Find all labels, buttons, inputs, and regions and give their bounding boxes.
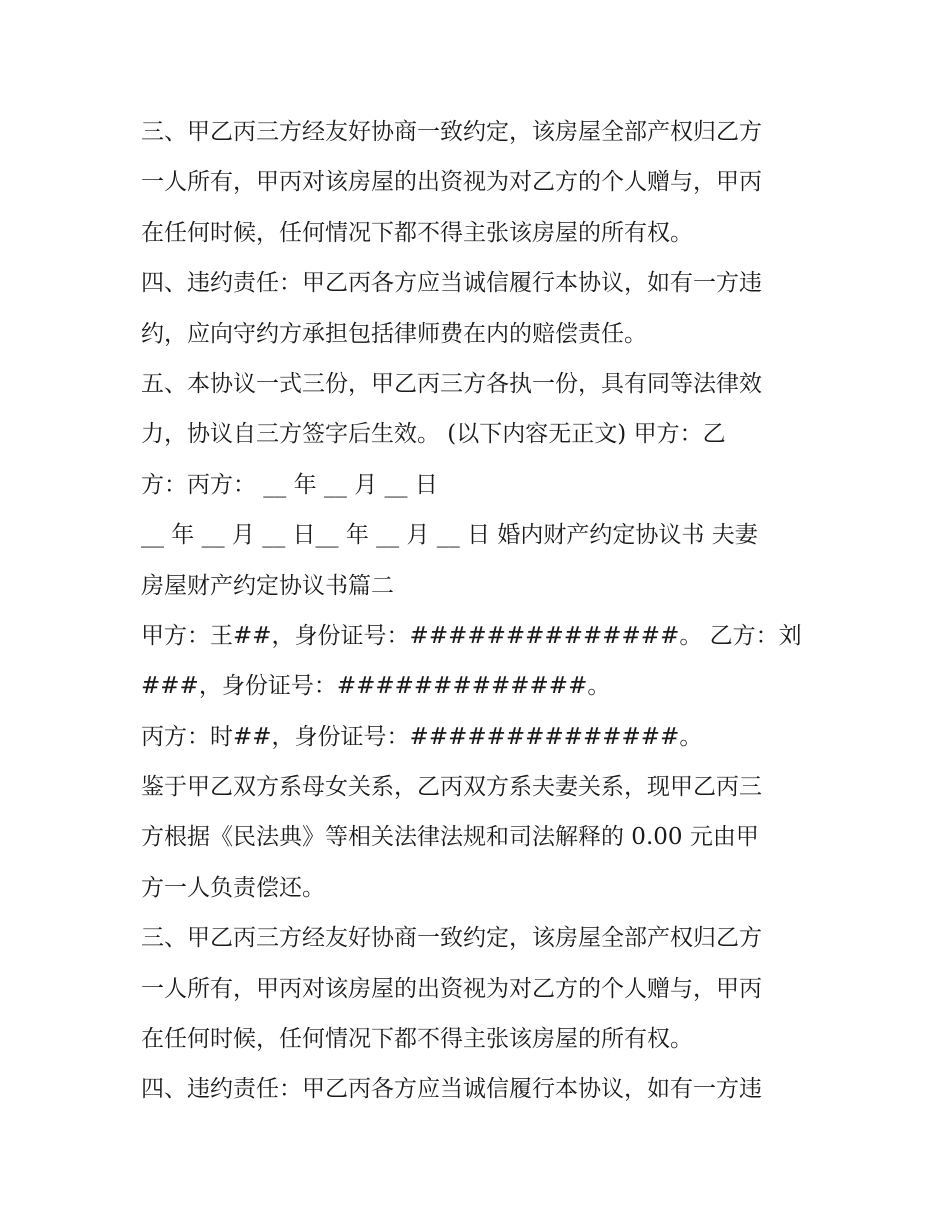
- text-line: 方根据《民法典》等相关法律法规和司法解释的 0.00 元由甲: [141, 824, 759, 851]
- section-heading: 房屋财产约定协议书篇二: [141, 572, 394, 599]
- text-line: 一人所有，甲丙对该房屋的出资视为对乙方的个人赠与，甲丙: [141, 975, 762, 1002]
- text-line: 方：丙方： __ 年 __ 月 __ 日: [141, 471, 438, 498]
- text-line: 力，协议自三方签字后生效。 (以下内容无正文) 甲方：乙: [141, 421, 726, 448]
- text-line: 方一人负责偿还。: [141, 874, 325, 901]
- text-line: ###，身份证号：#############。: [141, 673, 611, 700]
- text-line: 鉴于甲乙双方系母女关系，乙丙双方系夫妻关系，现甲乙丙三: [141, 774, 762, 801]
- text-line: 四、违约责任：甲乙丙各方应当诚信履行本协议，如有一方违: [141, 1076, 762, 1103]
- text-line: __ 年 __ 月 __ 日__ 年 __ 月 __ 日 婚内财产约定协议书 夫妻: [141, 522, 758, 549]
- text-line: 丙方：时##，身份证号：##############。: [141, 723, 703, 750]
- document-body: [141, 107, 821, 1115]
- text-line: 在任何时候，任何情况下都不得主张该房屋的所有权。: [141, 1026, 693, 1053]
- text-line: 五、本协议一式三份，甲乙丙三方各执一份，具有同等法律效: [141, 370, 762, 397]
- text-line: 一人所有，甲丙对该房屋的出资视为对乙方的个人赠与，甲丙: [141, 169, 762, 196]
- text-line: 三、甲乙丙三方经友好协商一致约定，该房屋全部产权归乙方: [141, 925, 762, 952]
- text-line: 三、甲乙丙三方经友好协商一致约定，该房屋全部产权归乙方: [141, 119, 762, 145]
- text-line: 甲方：王##，身份证号：##############。 乙方：刘: [141, 622, 802, 649]
- text-line: 约，应向守约方承担包括律师费在内的赔偿责任。: [141, 320, 647, 347]
- text-line: 四、违约责任：甲乙丙各方应当诚信履行本协议，如有一方违: [141, 270, 762, 297]
- text-line: 在任何时候，任何情况下都不得主张该房屋的所有权。: [141, 219, 693, 246]
